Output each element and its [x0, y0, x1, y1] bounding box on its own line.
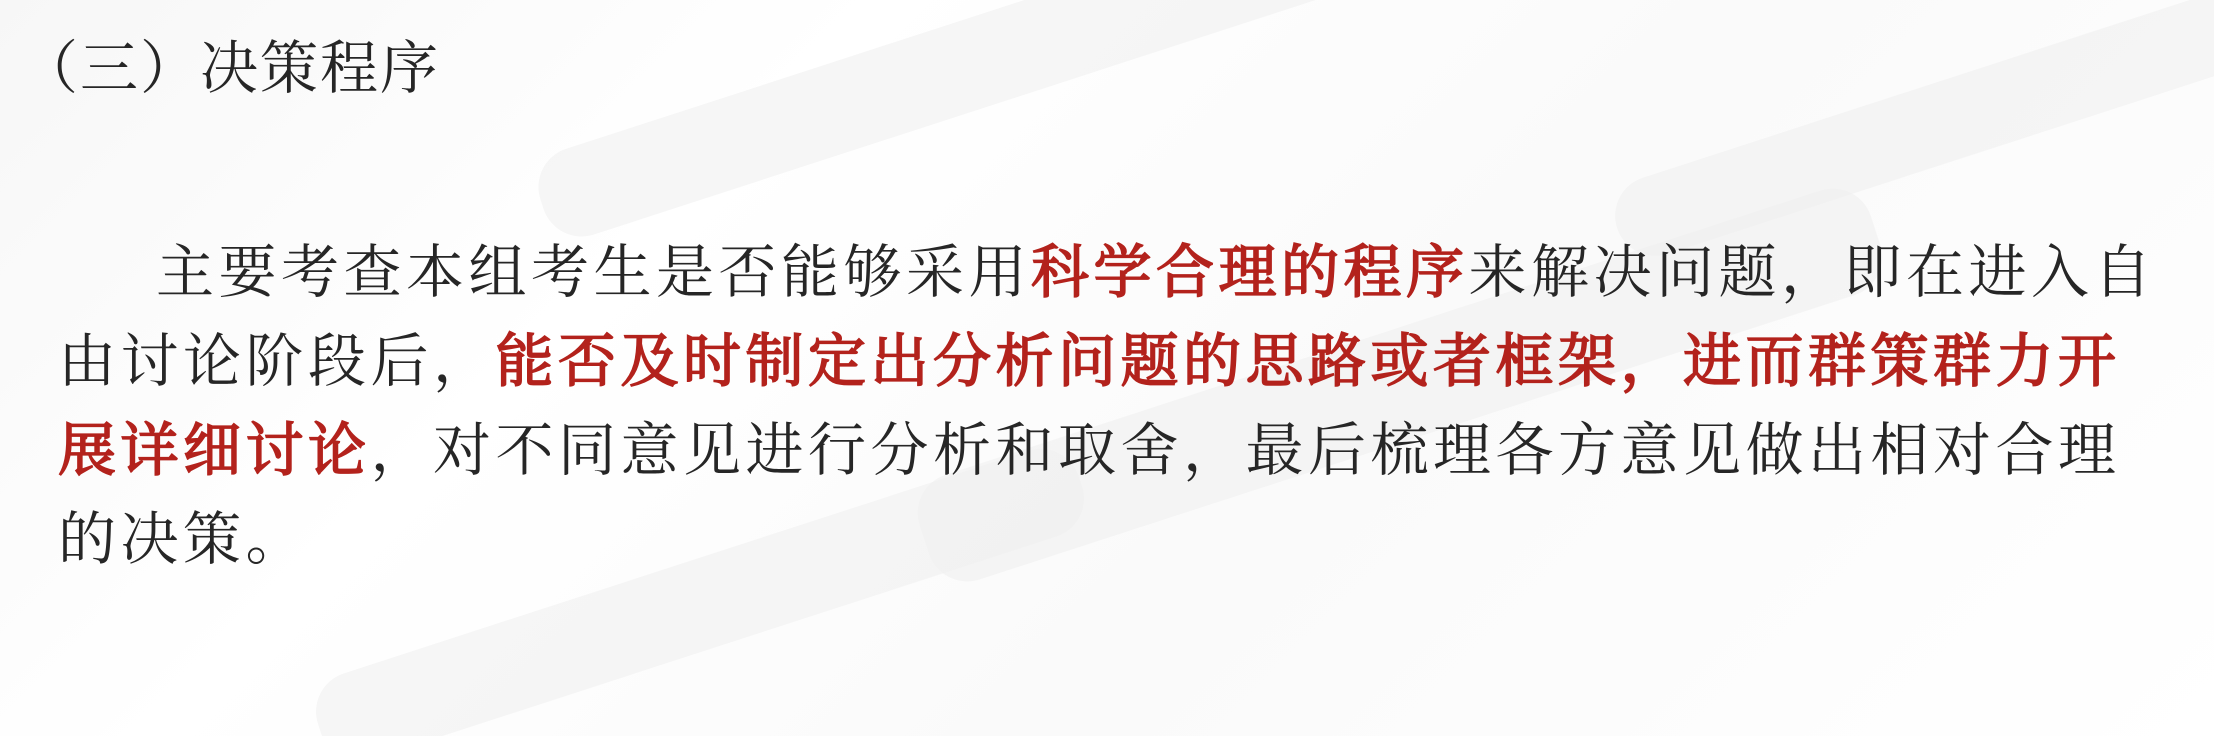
- background-shape: [528, 0, 1412, 247]
- background-shape: [1605, 0, 2214, 266]
- highlight-text: 科学合理的程序: [1031, 238, 1469, 306]
- body-paragraph: [58, 228, 2178, 584]
- paragraph-text: 主要考查本组考生是否能够采用: [156, 238, 1032, 306]
- paragraph-text: 来解决问题，即在进入自由讨论阶段后，: [58, 238, 2157, 395]
- highlight-text: 能否及时制定出分析问题的思路或者框架，进而群策群力开展详细讨论: [58, 327, 2121, 484]
- paragraph-text: ，对不同意见进行分析和取舍，最后梳理各方意见做出相对合理的决策。: [58, 416, 2121, 573]
- section-heading: （三）决策程序: [20, 34, 441, 102]
